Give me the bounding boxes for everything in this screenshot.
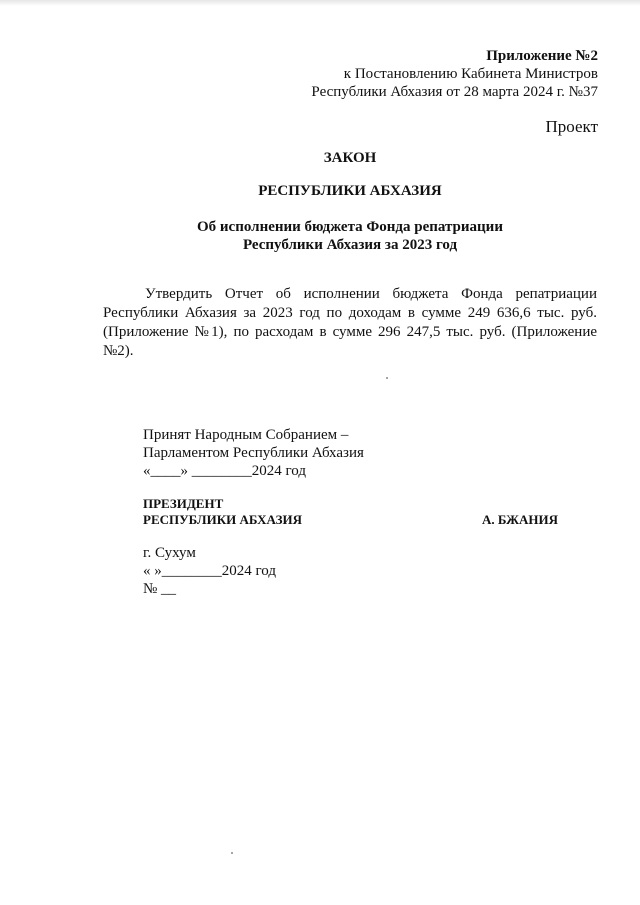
adoption-line-1: Принят Народным Собранием – (143, 427, 349, 443)
document-number-line: № __ (143, 581, 177, 597)
president-title-line-1: ПРЕЗИДЕНТ (143, 496, 224, 511)
adoption-line-2: Парламентом Республики Абхазия (143, 445, 364, 461)
scan-edge-shadow (0, 0, 640, 6)
adoption-date-line: «____» ________2024 год (143, 463, 306, 479)
body-paragraph: Утвердить Отчет об исполнении бюджета Фонда репатриации Республики Абхазия за 2023 год по доходам в сумме 249 636,6 тыс. руб. (Приложение №1), по расходам в сумме 296 247,5 тыс. руб. (Приложение №2). (103, 286, 597, 359)
law-subject-line-1: Об исполнении бюджета Фонда репатриации (197, 219, 503, 235)
place-block (143, 544, 276, 598)
law-subject-line-2: Республики Абхазия за 2023 год (242, 237, 458, 253)
republic-heading: РЕСПУБЛИКИ АБХАЗИЯ (258, 183, 442, 199)
adoption-block (143, 426, 364, 480)
president-name: А. БЖАНИЯ (482, 512, 559, 527)
signing-date-line: « »________2024 год (143, 563, 276, 579)
annex-line-1: к Постановлению Кабинета Министров (343, 66, 598, 82)
scan-speck (231, 852, 233, 854)
annex-header (311, 47, 598, 101)
city-line: г. Сухум (143, 545, 196, 561)
law-heading: ЗАКОН (323, 150, 377, 166)
annex-line-2: Республики Абхазия от 28 марта 2024 г. №37 (311, 84, 598, 100)
annex-title: Приложение №2 (486, 48, 598, 64)
scan-speck (386, 377, 388, 379)
president-block (143, 496, 302, 528)
project-label: Проект (545, 117, 598, 136)
president-title-line-2: РЕСПУБЛИКИ АБХАЗИЯ (143, 512, 302, 527)
